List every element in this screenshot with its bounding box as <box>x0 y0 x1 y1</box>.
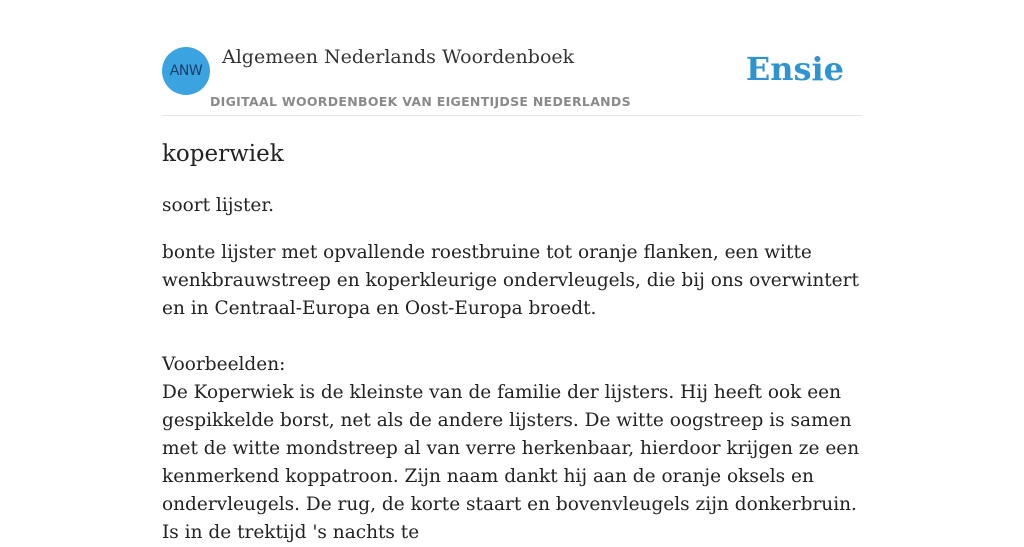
short-definition: soort lijster. <box>162 195 275 216</box>
source-subtitle: DIGITAAL WOORDENBOEK VAN EIGENTIJDSE NEDERLANDS <box>210 94 631 109</box>
examples-heading: Voorbeelden: <box>162 354 286 375</box>
examples-text: De Koperwiek is de kleinste van de familie der lijsters. Hij heeft ook een gespikkelde borst, net als de andere lijsters. De witte oogstreep is samen met de witte mondstreep al van verre herkenbaar, hierdoor krijgen ze een kenmerkend koppatroon. Zijn naam dankt hij aan de oranje oksels en ondervleugels. De rug, de korte staart en bovenvleugels zijn donkerbruin. Is in de trektijd 's nachts te <box>162 382 860 543</box>
ensie-brand-logo[interactable]: Ensie <box>745 50 844 88</box>
long-definition: bonte lijster met opvallende roestbruine tot oranje flanken, een witte wenkbrauwstreep en koperkleurige ondervleugels, die bij ons overwintert en in Centraal-Europa en Oost-Europa broedt. <box>162 242 859 319</box>
entry-content <box>162 136 862 547</box>
entry-word: koperwiek <box>162 141 284 167</box>
anw-logo-text: ANW <box>169 63 203 79</box>
source-title[interactable]: Algemeen Nederlands Woordenboek <box>222 46 575 68</box>
source-header <box>162 40 862 116</box>
anw-logo[interactable] <box>162 47 210 95</box>
